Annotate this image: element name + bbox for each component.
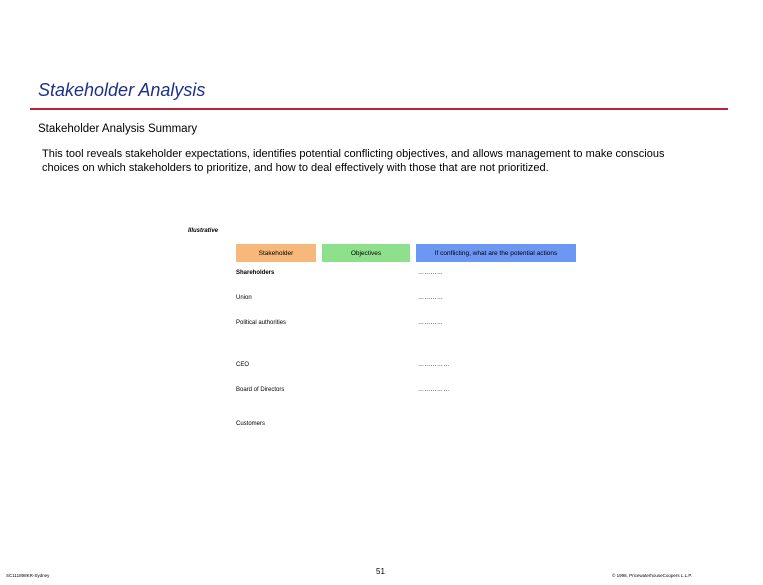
stakeholder-row-action: ………… bbox=[418, 320, 444, 326]
stakeholder-row-action: ………… bbox=[418, 270, 444, 276]
illustrative-label: Illustrative bbox=[188, 228, 219, 234]
actions-header: If conflicting, what are the potential actions bbox=[416, 244, 576, 262]
stakeholder-row-action: ………… bbox=[418, 295, 444, 301]
title-divider bbox=[30, 108, 728, 110]
stakeholder-row-label: CEO bbox=[236, 362, 250, 368]
stakeholder-row-label: Union bbox=[236, 295, 252, 301]
stakeholder-row-label: Political authorities bbox=[236, 320, 287, 326]
objectives-header: Objectives bbox=[322, 244, 410, 262]
page-number: 51 bbox=[376, 567, 385, 576]
intro-paragraph: This tool reveals stakeholder expectations, identifies potential conflicting objectives, and allows management to make conscious choices on which stakeholders to prioritize, and how to deal effectively with those that are not prioritized. bbox=[42, 148, 665, 174]
page-title: Stakeholder Analysis bbox=[38, 80, 206, 100]
stakeholder-row-action: …………… bbox=[418, 387, 450, 393]
section-subtitle: Stakeholder Analysis Summary bbox=[38, 123, 198, 135]
footer-document-id: SC111898KR-Sydney bbox=[6, 573, 50, 578]
stakeholder-row-label: Shareholders bbox=[236, 270, 275, 276]
stakeholder-row-label: Customers bbox=[236, 421, 266, 427]
stakeholder-header: Stakeholder bbox=[236, 244, 316, 262]
footer-copyright: © 1998, PricewaterhouseCoopers L.L.P. bbox=[612, 573, 693, 578]
stakeholder-row-label: Board of Directors bbox=[236, 387, 285, 393]
stakeholder-row-action: …………… bbox=[418, 362, 450, 368]
